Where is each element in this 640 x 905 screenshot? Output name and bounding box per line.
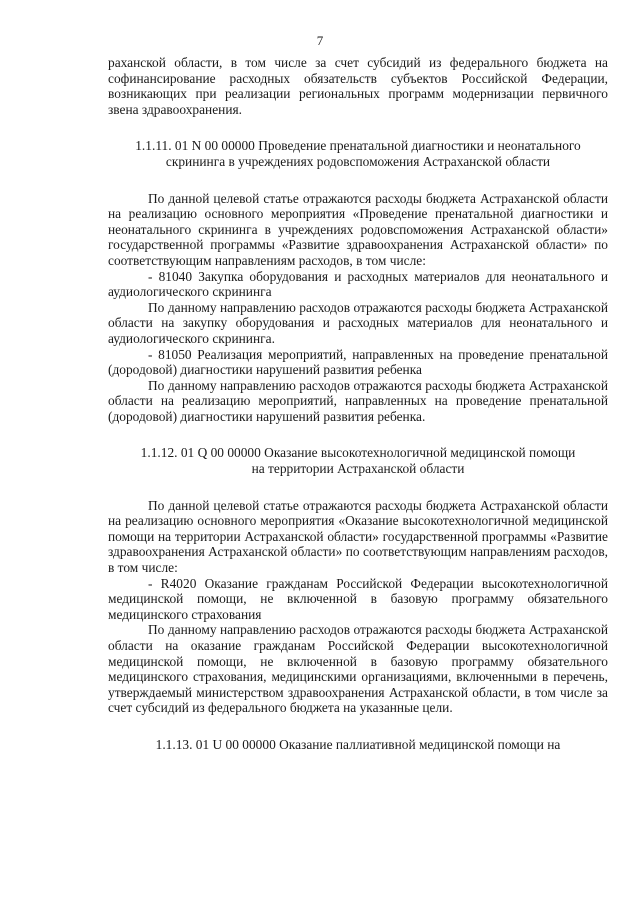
section-heading-line: 1.1.13. 01 U 00 00000 Оказание паллиативной медицинской помощи на	[155, 736, 561, 752]
paragraph: По данному направлению расходов отражаются расходы бюджета Астраханской области на оказание гражданам Российской Федерации высокотехнологичной медицинской помощи, не включенной в базовую программу обязательного медицинского страхования, медицинскими организациями, включенными в перечень, утверждаемый министерством здравоохранения Астраханской области, в том числе за счет субсидий из федерального бюджета на указанные цели.	[108, 622, 608, 716]
paragraph: - R4020 Оказание гражданам Российской Федерации высокотехнологичной медицинской помощи, не включенной в базовую программу обязательного медицинского страхования	[108, 575, 608, 622]
section-heading	[114, 445, 602, 476]
section-heading-line: на территории Астраханской области	[251, 461, 465, 477]
section-heading-line: 1.1.12. 01 Q 00 00000 Оказание высокотехнологичной медицинской помощи	[140, 445, 576, 461]
paragraph: По данной целевой статье отражаются расходы бюджета Астраханской области на реализацию основного мероприятия «Проведение пренатальной диагностики и неонатального скрининга в учреждениях родовспоможения Астраханской области» государственной программы «Развитие здравоохранения Астраханской области» по соответствующим направлениям расходов, в том числе:	[108, 190, 608, 268]
page-number: 7	[316, 33, 324, 48]
paragraph: раханской области, в том числе за счет субсидий из федерального бюджета на софинансирование расходных обязательств субъектов Российской Федерации, возникающих при реализации региональных программ модернизации первичного звена здравоохранения.	[108, 55, 608, 117]
paragraph: - 81040 Закупка оборудования и расходных материалов для неонатального и аудиологического скрининга	[108, 268, 608, 300]
document-body	[108, 55, 608, 774]
paragraph: По данной целевой статье отражаются расходы бюджета Астраханской области на реализацию основного мероприятия «Оказание высокотехнологичной медицинской помощи на территории Астраханской области» государственной программы «Развитие здравоохранения Астраханской области» по соответствующим направлениям расходов, в том числе:	[108, 497, 608, 576]
section-heading	[114, 138, 602, 169]
section-heading	[114, 737, 602, 753]
section-heading-line: скрининга в учреждениях родовспоможения Астраханской области	[165, 153, 551, 169]
paragraph: По данному направлению расходов отражаются расходы бюджета Астраханской области на реализацию мероприятий, направленных на проведение пренатальной (дородовой) диагностики нарушений развития ребенка.	[108, 377, 608, 424]
paragraph: - 81050 Реализация мероприятий, направленных на проведение пренатальной (дородовой) диагностики нарушений развития ребенка	[108, 346, 608, 378]
paragraph: По данному направлению расходов отражаются расходы бюджета Астраханской области на закупку оборудования и расходных материалов для неонатального и аудиологического скрининга.	[108, 299, 608, 346]
section-heading-line: 1.1.11. 01 N 00 00000 Проведение пренатальной диагностики и неонатального	[135, 138, 581, 154]
